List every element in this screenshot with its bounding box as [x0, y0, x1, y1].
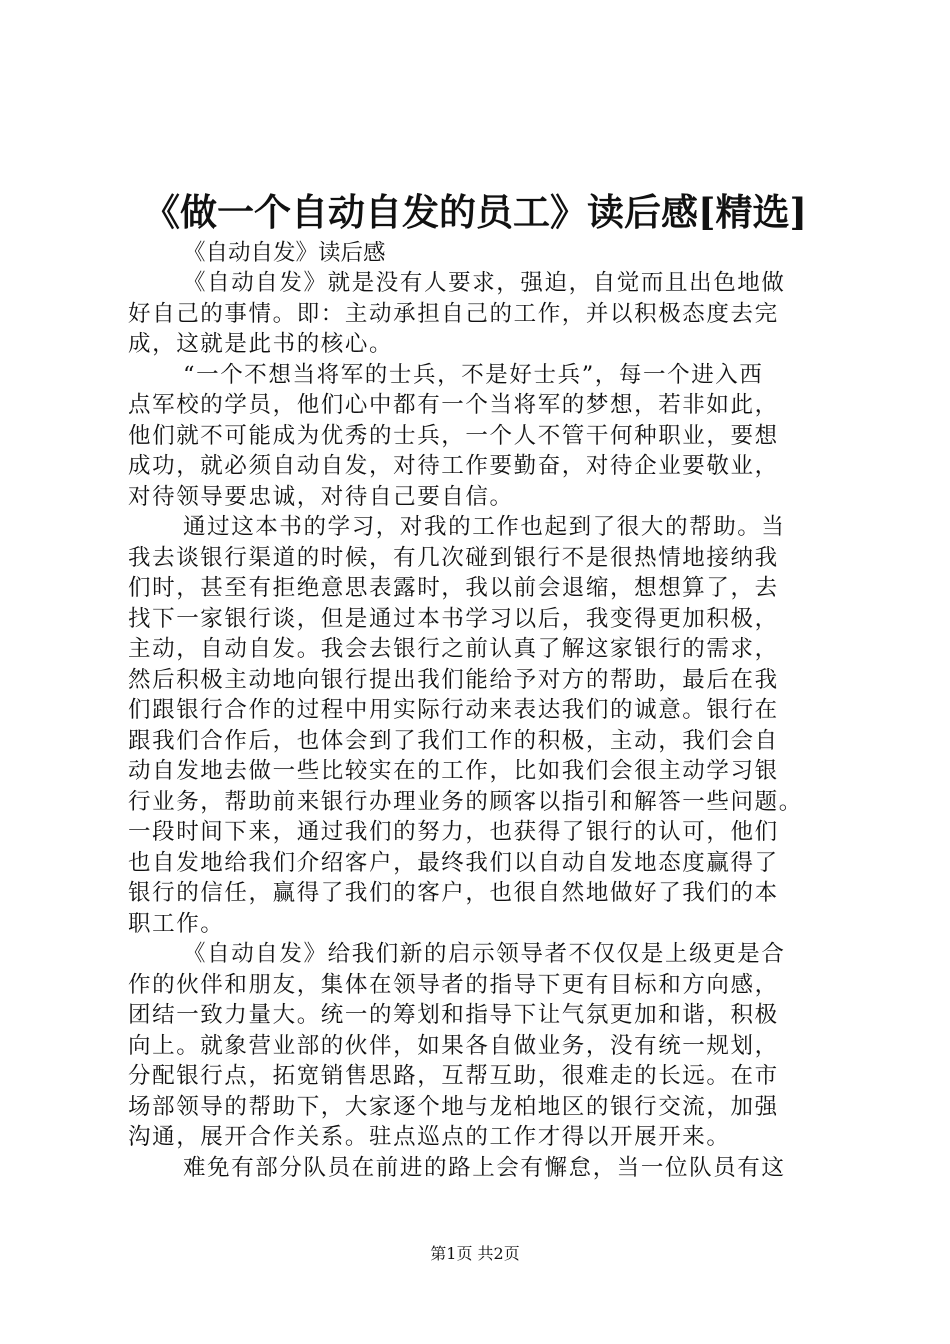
body-line: 难免有部分队员在前进的路上会有懈怠，当一位队员有这	[183, 1154, 786, 1181]
body-line: 职工作。	[128, 910, 225, 937]
body-line: 好自己的事情。即：主动承担自己的工作，并以积极态度去完	[128, 300, 779, 327]
body-line: 也自发地给我们介绍客户，最终我们以自动自发地态度赢得了	[128, 849, 779, 876]
body-line: 银行的信任，赢得了我们的客户，也很自然地做好了我们的本	[128, 880, 779, 906]
body-line: 成功，就必须自动自发，对待工作要勤奋，对待企业要敬业，	[128, 453, 779, 479]
body-line: 找下一家银行谈，但是通过本书学习以后，我变得更加积极，	[128, 605, 779, 632]
body-line: 跟我们合作后，也体会到了我们工作的积极，主动，我们会自	[128, 727, 779, 754]
body-line: 《自动自发》就是没有人要求，强迫，自觉而且出色地做	[183, 270, 786, 296]
page-footer: 第1页 共2页	[430, 1244, 520, 1263]
document-subtitle: 《自动自发》读后感	[183, 240, 386, 266]
body-line: 团结一致力量大。统一的筹划和指导下让气氛更加和谐，积极	[128, 1002, 779, 1028]
body-line: 们时，甚至有拒绝意思表露时，我以前会退缩，想想算了，去	[128, 575, 779, 601]
body-line: 《自动自发》给我们新的启示领导者不仅仅是上级更是合	[183, 941, 786, 967]
body-line: 成，这就是此书的核心。	[128, 331, 394, 357]
body-line: 动自发地去做一些比较实在的工作，比如我们会很主动学习银	[128, 758, 779, 784]
body-line: 作的伙伴和朋友，集体在领导者的指导下更有目标和方向感，	[128, 971, 779, 998]
body-line: 通过这本书的学习，对我的工作也起到了很大的帮助。当	[183, 514, 786, 540]
body-line: 他们就不可能成为优秀的士兵，一个人不管干何种职业，要想	[128, 422, 779, 449]
body-line: 然后积极主动地向银行提出我们能给予对方的帮助，最后在我	[128, 666, 779, 693]
body-line: 主动，自动自发。我会去银行之前认真了解这家银行的需求，	[128, 636, 779, 662]
body-line: 场部领导的帮助下，大家逐个地与龙柏地区的银行交流，加强	[128, 1093, 779, 1120]
document-body	[128, 268, 848, 1183]
document-title: 《做一个自动自发的员工》读后感[精选]	[142, 190, 807, 234]
body-line: 沟通，展开合作关系。驻点巡点的工作才得以开展开来。	[128, 1124, 731, 1150]
body-line: 对待领导要忠诚，对待自己要自信。	[128, 483, 514, 510]
body-line: 们跟银行合作的过程中用实际行动来表达我们的诚意。银行在	[128, 697, 779, 723]
body-line: 分配银行点，拓宽销售思路，互帮互助，很难走的长远。在市	[128, 1063, 779, 1089]
body-line: 行业务，帮助前来银行办理业务的顾客以指引和解答一些问题。	[128, 788, 803, 815]
body-line: 一段时间下来，通过我们的努力，也获得了银行的认可，他们	[128, 819, 779, 845]
body-line: “一个不想当将军的士兵，不是好士兵”，每一个进入西	[183, 361, 764, 388]
body-line: 向上。就象营业部的伙伴，如果各自做业务，没有统一规划，	[128, 1032, 779, 1059]
body-line: 点军校的学员，他们心中都有一个当将军的梦想，若非如此，	[128, 392, 779, 418]
body-line: 我去谈银行渠道的时候，有几次碰到银行不是很热情地接纳我	[128, 544, 779, 571]
